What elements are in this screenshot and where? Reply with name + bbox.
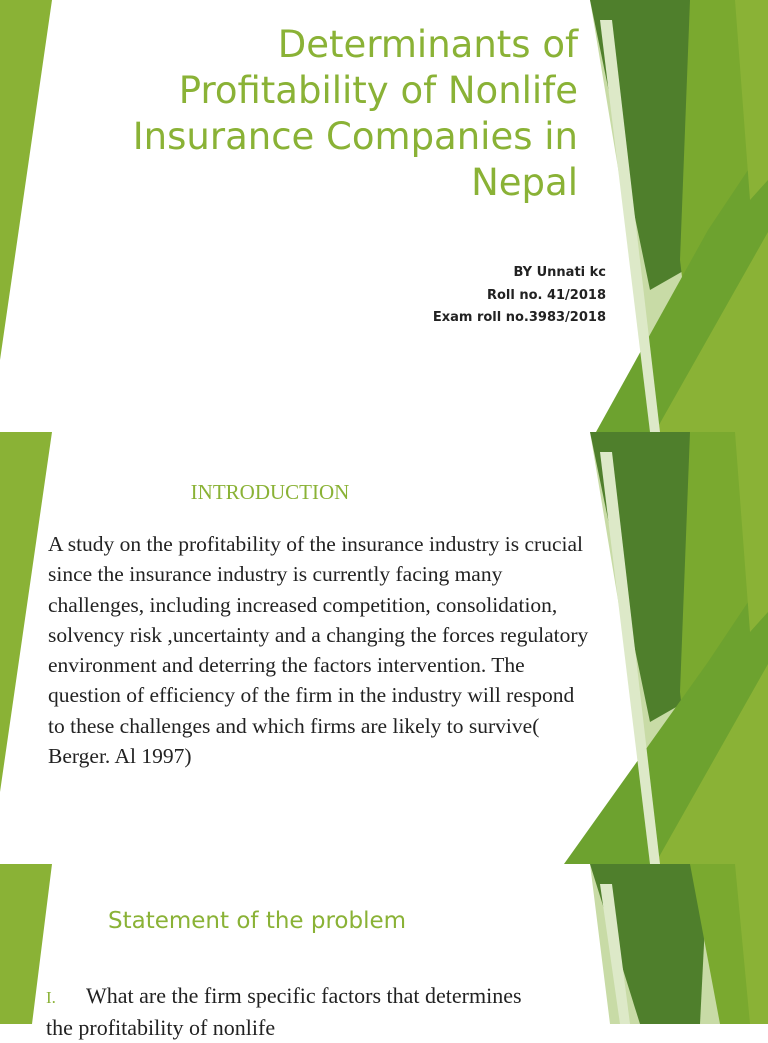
slide-3 [0,864,768,1040]
slide-1 [0,0,768,432]
statement-heading: Statement of the problem [108,908,407,934]
list-item-number: I. [46,988,56,1007]
list-item-text: What are the firm specific factors that determines the profitability of nonlife [46,983,522,1040]
slide-2 [0,432,768,864]
exam-roll-number: Exam roll no.3983/2018 [432,310,606,325]
introduction-heading: INTRODUCTION [190,480,350,504]
author-name: BY Unnati kc [513,265,606,280]
roll-number: Roll no. 41/2018 [486,287,606,303]
list-item [46,981,546,1043]
introduction-body: A study on the profitability of the insurance industry is crucial since the insurance industry is currently facing many challenges, including increased competition, consolidation, solvency risk ,uncertainty and a changing the forces regulatory environment and deterring the factors intervention. The question of efficiency of the firm in the industry will respond to these challenges and which firms are likely to survive( Berger. Al 1997) [48,532,589,769]
presentation-title: Determinants of Profitability of Nonlife Insurance Companies in Nepal [132,23,578,204]
byline [433,262,606,330]
